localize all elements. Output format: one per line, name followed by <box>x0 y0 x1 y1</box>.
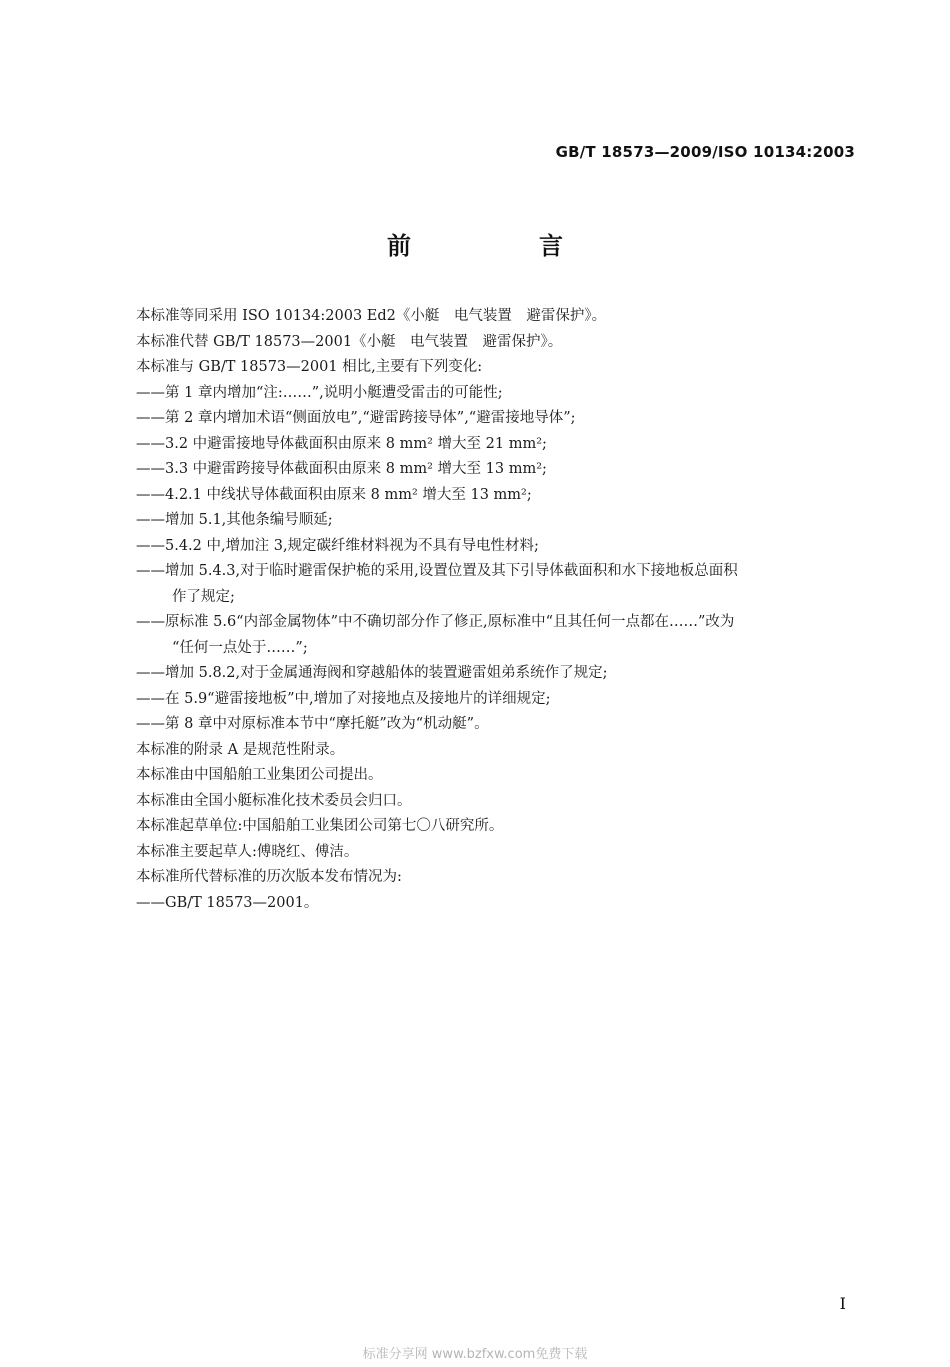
paragraph-replaces: 本标准代替 GB/T 18573—2001《小艇 电气装置 避雷保护》。 <box>136 333 563 350</box>
page-number: I <box>839 1294 846 1313</box>
change-item-text: ——原标准 5.6“内部金属物体”中不确切部分作了修正,原标准中“且其任何一点都在……”改为 <box>136 614 735 630</box>
change-item <box>136 457 862 483</box>
change-item <box>136 712 862 738</box>
paragraph-history-item: ——GB/T 18573—2001。 <box>136 894 319 911</box>
paragraph-adoption: 本标准等同采用 ISO 10134:2003 Ed2《小艇 电气装置 避雷保护》。 <box>136 308 607 324</box>
change-item-text: ——3.3 中避雷跨接导体截面积由原来 8 mm² 增大至 13 mm²; <box>136 461 547 477</box>
change-item-text: ——第 8 章中对原标准本节中“摩托艇”改为“机动艇”。 <box>136 716 489 732</box>
change-item-text: ——5.4.2 中,增加注 3,规定碳纤维材料视为不具有导电性材料; <box>136 537 539 554</box>
change-item-text: ——增加 5.1,其他条编号顺延; <box>136 512 333 528</box>
standard-code-header: GB/T 18573—2009/ISO 10134:2003 <box>555 143 855 161</box>
change-item <box>136 508 862 534</box>
change-item <box>136 381 862 407</box>
page-title: 前 言 <box>387 232 615 260</box>
change-item-text: ——4.2.1 中线状导体截面积由原来 8 mm² 增大至 13 mm²; <box>136 486 532 503</box>
change-item-text: ——增加 5.8.2,对于金属通海阀和穿越船体的装置避雷姐弟系统作了规定; <box>136 665 608 681</box>
change-item-text: ——第 2 章内增加术语“侧面放电”,“避雷跨接导体”,“避雷接地导体”; <box>136 410 576 426</box>
watermark-text: 标准分享网 www.bzfxw.com免费下载 <box>362 1347 588 1362</box>
paragraph-changes-intro: 本标准与 GB/T 18573—2001 相比,主要有下列变化: <box>136 359 483 375</box>
change-item <box>136 559 862 610</box>
change-item-continuation: “任何一点处于……”; <box>172 639 308 656</box>
change-item <box>136 406 862 432</box>
paragraph-drafters: 本标准主要起草人:傅晓红、傅洁。 <box>136 843 359 860</box>
change-item-text: ——第 1 章内增加“注:……”,说明小艇遭受雷击的可能性; <box>136 384 503 401</box>
paragraph-drafting-unit: 本标准起草单位:中国船舶工业集团公司第七〇八研究所。 <box>136 818 504 834</box>
paragraph-history-intro: 本标准所代替标准的历次版本发布情况为: <box>136 869 402 885</box>
change-item <box>136 661 862 687</box>
change-item <box>136 610 862 661</box>
paragraph-annex: 本标准的附录 A 是规范性附录。 <box>136 741 345 758</box>
change-item-continuation: 作了规定; <box>172 588 235 605</box>
change-item-text: ——3.2 中避雷接地导体截面积由原来 8 mm² 增大至 21 mm²; <box>136 435 547 452</box>
change-item <box>136 534 862 560</box>
change-item <box>136 483 862 509</box>
foreword-body <box>136 304 862 916</box>
paragraph-proposer: 本标准由中国船舶工业集团公司提出。 <box>136 767 383 783</box>
change-item-text: ——增加 5.4.3,对于临时避雷保护桅的采用,设置位置及其下引导体截面积和水下接地板总面积 <box>136 563 738 579</box>
change-item <box>136 432 862 458</box>
change-item <box>136 687 862 713</box>
paragraph-committee: 本标准由全国小艇标准化技术委员会归口。 <box>136 792 412 809</box>
change-item-text: ——在 5.9“避雷接地板”中,增加了对接地点及接地片的详细规定; <box>136 690 551 707</box>
